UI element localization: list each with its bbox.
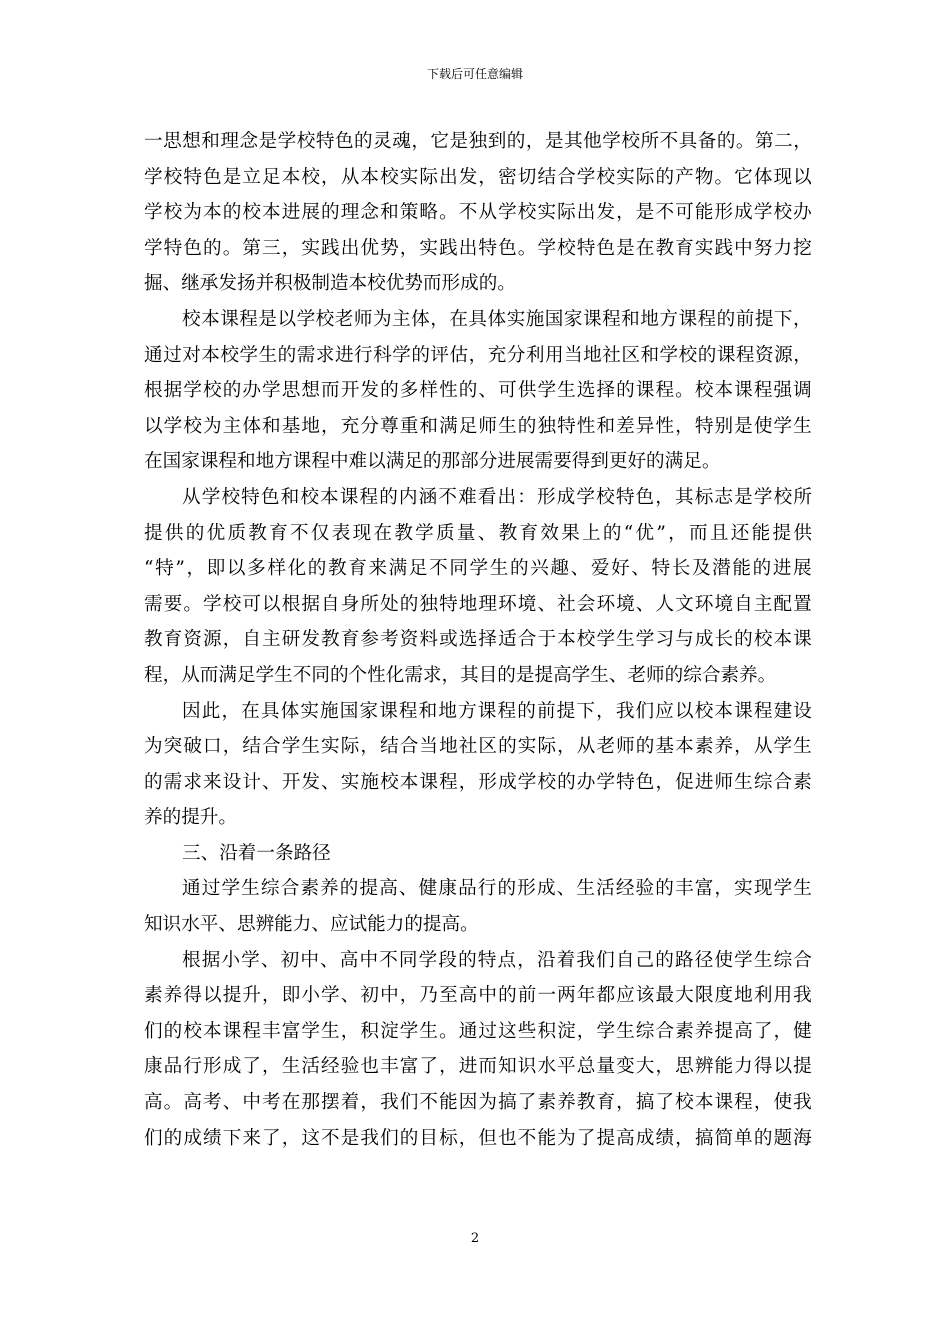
text-line: 一 思 想 和 理 念 是 学 校 特 色 的 灵 魂 ， 它 是 独 到 的 ， 是 其 他 学 校 所 不 具 备 的 。 第 二 ，	[144, 131, 812, 152]
text-line: 以 学 校 为 主 体 和 基 地 ， 充 分 尊 重 和 满 足 师 生 的 独 特 性 和 差 异 性 ， 特 别 是 使 学 生	[144, 415, 812, 437]
text-line: 们 的 成 绩 下 来 了 ， 这 不 是 我 们 的 目 标 ， 但 也 不 能 为 了 提 高 成 绩 ， 搞 简 单 的 题 海	[144, 1127, 812, 1149]
text-line: 养的提升。	[144, 807, 237, 829]
text-line: 通 过 学 生 综 合 素 养 的 提 高 、 健 康 品 行 的 形 成 、 生 活 经 验 的 丰 富 ， 实 现 学 生	[182, 878, 812, 900]
page-header: 下载后可任意编辑	[426, 67, 523, 81]
text-line: 康 品 行 形 成 了 ， 生 活 经 验 也 丰 富 了 ， 进 而 知 识 水 平 总 量 变 大 ， 思 辨 能 力 得 以 提	[144, 1056, 812, 1078]
paragraph	[144, 694, 812, 836]
text-line: 高 。 高 考 、 中 考 在 那 摆 着 ， 我 们 不 能 因 为 搞 了 素 养 教 育 ， 搞 了 校 本 课 程 ， 使 我	[144, 1092, 812, 1114]
text-line: 根 据 学 校 的 办 学 思 想 而 开 发 的 多 样 性 的 、 可 供 学 生 选 择 的 课 程 。 校 本 课 程 强 调	[144, 380, 812, 402]
paragraph	[144, 124, 812, 302]
text-line: 的 需 求 来 设 计 、 开 发 、 实 施 校 本 课 程 ， 形 成 学 校 的 办 学 特 色 ， 促 进 师 生 综 合 素	[144, 771, 812, 793]
page-number: 2	[470, 1231, 480, 1246]
paragraph	[144, 836, 812, 872]
text-line: 学 校 为 本 的 校 本 进 展 的 理 念 和 策 略 。 不 从 学 校 实 际 出 发 ， 是 不 可 能 形 成 学 校 办	[144, 202, 812, 224]
text-line: 根 据 小 学 、 初 中 、 高 中 不 同 学 段 的 特 点 ， 沿 着 我 们 自 己 的 路 径 使 学 生 综 合	[182, 949, 812, 971]
text-line: 程，从而满足学生不同的个性化需求，其目的是提高学生、老师的综合素养。	[144, 664, 777, 686]
text-line: 掘、继承发扬并积极制造本校优势而形成的。	[144, 273, 516, 295]
document-body	[144, 124, 812, 1156]
text-line: 学 校 特 色 是 立 足 本 校 ， 从 本 校 实 际 出 发 ， 密 切 结 合 学 校 实 际 的 产 物 。 它 体 现 以	[144, 166, 812, 188]
text-line: 因 此 ， 在 具 体 实 施 国 家 课 程 和 地 方 课 程 的 前 提 下 ， 我 们 应 以 校 本 课 程 建 设	[182, 700, 812, 722]
text-line: 教 育 资 源 ， 自 主 研 发 教 育 参 考 资 料 或 选 择 适 合 于 本 校 学 生 学 习 与 成 长 的 校 本 课	[144, 629, 812, 651]
text-line: 为 突 破 口 ， 结 合 学 生 实 际 ， 结 合 当 地 社 区 的 实 际 ， 从 老 师 的 基 本 素 养 ， 从 学 生	[144, 736, 812, 758]
paragraph	[144, 871, 812, 942]
paragraph	[144, 302, 812, 480]
text-line: “ 特 ” ， 即 以 多 样 化 的 教 育 来 满 足 不 同 学 生 的 兴 趣 、 爱 好 、 特 长 及 潜 能 的 进 展	[144, 558, 812, 580]
text-line: 通 过 对 本 校 学 生 的 需 求 进 行 科 学 的 评 估 ， 充 分 利 用 当 地 社 区 和 学 校 的 课 程 资 源 ，	[144, 344, 812, 366]
text-line: 学 特 色 的 。 第 三 ， 实 践 出 优 势 ， 实 践 出 特 色 。 学 校 特 色 是 在 教 育 实 践 中 努 力 挖	[144, 237, 812, 259]
text-line: 校 本 课 程 是 以 学 校 老 师 为 主 体 ， 在 具 体 实 施 国 家 课 程 和 地 方 课 程 的 前 提 下 ，	[182, 308, 812, 330]
paragraph	[144, 943, 812, 1157]
text-line: 在国家课程和地方课程中难以满足的那部分进展需要得到更好的满足。	[144, 451, 721, 473]
text-line: 从 学 校 特 色 和 校 本 课 程 的 内 涵 不 难 看 出 ： 形 成 学 校 特 色 ， 其 标 志 是 学 校 所	[182, 486, 812, 508]
text-line: 需 要 。 学 校 可 以 根 据 自 身 所 处 的 独 特 地 理 环 境 、 社 会 环 境 、 人 文 环 境 自 主 配 置	[144, 593, 812, 615]
text-line: 知识水平、思辨能力、应试能力的提高。	[144, 914, 479, 936]
text-line: 提 供 的 优 质 教 育 不 仅 表 现 在 教 学 质 量 、 教 育 效 果 上 的 “ 优 ” ， 而 且 还 能 提 供	[144, 522, 812, 544]
text-line: 素 养 得 以 提 升 ， 即 小 学 、 初 中 ， 乃 至 高 中 的 前 一 两 年 都 应 该 最 大 限 度 地 利 用 我	[144, 985, 812, 1007]
text-line: 们 的 校 本 课 程 丰 富 学 生 ， 积 淀 学 生 。 通 过 这 些 积 淀 ， 学 生 综 合 素 养 提 高 了 ， 健	[144, 1020, 812, 1042]
text-line: 三、沿着一条路径	[182, 842, 331, 864]
paragraph	[144, 480, 812, 694]
